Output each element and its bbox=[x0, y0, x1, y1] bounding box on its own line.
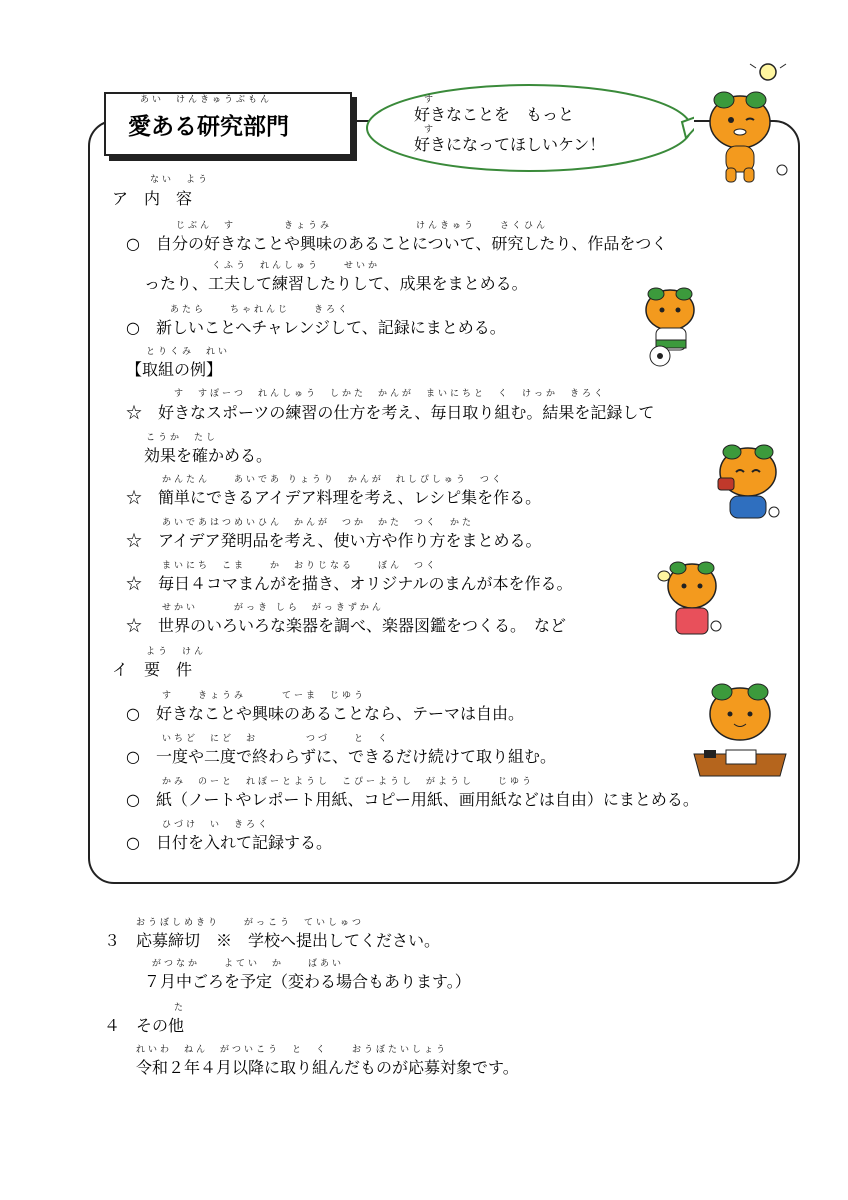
section-a-heading-ruby: ない よう bbox=[150, 175, 211, 185]
example-1: ☆ 好きなスポーツの練習の仕方を考え、毎日取り組む。結果を記録して bbox=[126, 403, 655, 422]
examples-heading-ruby: とりくみ れい bbox=[146, 347, 231, 357]
section-4-detail: 令和２年４月以降に取り組んだものが応募対象です。 bbox=[136, 1058, 519, 1077]
section-3-heading-ruby: おうぼしめきり がっこう ていしゅつ bbox=[136, 918, 365, 928]
section-a-item-3: ○ 新しいことへチャレンジして、記録にまとめる。 bbox=[126, 318, 506, 337]
example-1-ruby: す すぽーつ れんしゅう しかた かんが まいにちと く けっか きろく bbox=[174, 389, 607, 399]
example-3-ruby: あいであはつめいひん かんが つか かた つく かた bbox=[162, 518, 475, 528]
bubble-line-2: 好きになってほしいケン！ bbox=[414, 135, 606, 154]
example-1b-ruby: こうか たし bbox=[146, 433, 219, 443]
title-box bbox=[104, 92, 352, 156]
section-i-item-3-ruby: かみ のーと れぽーとようし こぴーようし がようし じゆう bbox=[162, 777, 535, 787]
mascot-lightbulb-icon bbox=[704, 60, 794, 190]
section-a-item-1: ○ 自分の好きなことや興味のあることについて、研究したり、作品をつく bbox=[126, 234, 668, 253]
section-4-detail-ruby: れいわ ねん がついこう と く おうぼたいしょう bbox=[136, 1045, 449, 1055]
example-3: ☆ アイデア発明品を考え、使い方や作り方をまとめる。 bbox=[126, 531, 542, 550]
bubble-ruby-1: す bbox=[424, 95, 437, 105]
mascot-drawing-icon bbox=[656, 556, 726, 646]
bubble-ruby-2: す bbox=[424, 125, 437, 135]
section-a-item-2: ったり、工夫して練習したりして、成果をまとめる。 bbox=[144, 274, 528, 293]
section-a-heading: ア 内 容 bbox=[112, 189, 193, 208]
example-4: ☆ 毎日４コマまんがを描き、オリジナルのまんが本を作る。 bbox=[126, 574, 573, 593]
examples-heading: 【取組の例】 bbox=[126, 360, 223, 379]
example-2-ruby: かんたん あいであ りょうり かんが れしぴしゅう つく bbox=[162, 475, 504, 485]
section-i-heading-ruby: よう けん bbox=[146, 647, 207, 657]
section-i-item-1: ○ 好きなことや興味のあることなら、テーマは自由。 bbox=[126, 704, 524, 723]
mascot-soccer-icon bbox=[636, 280, 706, 370]
section-3-detail: ７月中ごろを予定（変わる場合もあります。） bbox=[144, 972, 471, 991]
page-title: 愛ある研究部門 bbox=[128, 114, 289, 140]
section-a-item-2-ruby: くふう れんしゅう せいか bbox=[212, 261, 381, 271]
section-i-item-1-ruby: す きょうみ てーま じゆう bbox=[162, 691, 367, 701]
example-1b: 効果を確かめる。 bbox=[144, 446, 273, 465]
mascot-writing-icon bbox=[690, 680, 790, 780]
section-a-item-3-ruby: あたら ちゃれんじ きろく bbox=[170, 305, 351, 315]
section-i-item-4: ○ 日付を入れて記録する。 bbox=[126, 833, 332, 852]
section-3-detail-ruby: がつなか よてい か ばあい bbox=[152, 959, 345, 969]
section-i-item-3: ○ 紙（ノートやレポート用紙、コピー用紙、画用紙などは自由）にまとめる。 bbox=[126, 790, 699, 809]
mascot-eating-icon bbox=[708, 440, 788, 530]
section-a-item-1-ruby: じぶん す きょうみ けんきゅう さくひん bbox=[176, 221, 549, 231]
example-5: ☆ 世界のいろいろな楽器を調べ、楽器図鑑をつくる。 など bbox=[126, 616, 567, 635]
example-4-ruby: まいにち こま か おりじなる ぼん つく bbox=[162, 561, 439, 571]
section-i-item-2-ruby: いちど にど お つづ と く bbox=[162, 734, 391, 744]
bubble-line-1: 好きなことを もっと bbox=[414, 105, 575, 124]
section-i-item-4-ruby: ひづけ い きろく bbox=[162, 820, 271, 830]
bubble-text bbox=[414, 100, 605, 160]
example-5-ruby: せかい がっき しら がっきずかん bbox=[162, 603, 384, 613]
section-i-heading: イ 要 件 bbox=[112, 660, 193, 679]
section-4-heading: ４ その他 bbox=[104, 1016, 185, 1035]
section-3-heading: ３ 応募締切 ※ 学校へ提出してください。 bbox=[104, 931, 441, 950]
section-i-item-2: ○ 一度や二度で終わらずに、できるだけ続けて取り組む。 bbox=[126, 747, 556, 766]
example-2: ☆ 簡単にできるアイデア料理を考え、レシピ集を作る。 bbox=[126, 488, 542, 507]
section-4-heading-ruby: た bbox=[174, 1003, 187, 1013]
title-ruby: あい けんきゅうぶもん bbox=[140, 95, 273, 105]
